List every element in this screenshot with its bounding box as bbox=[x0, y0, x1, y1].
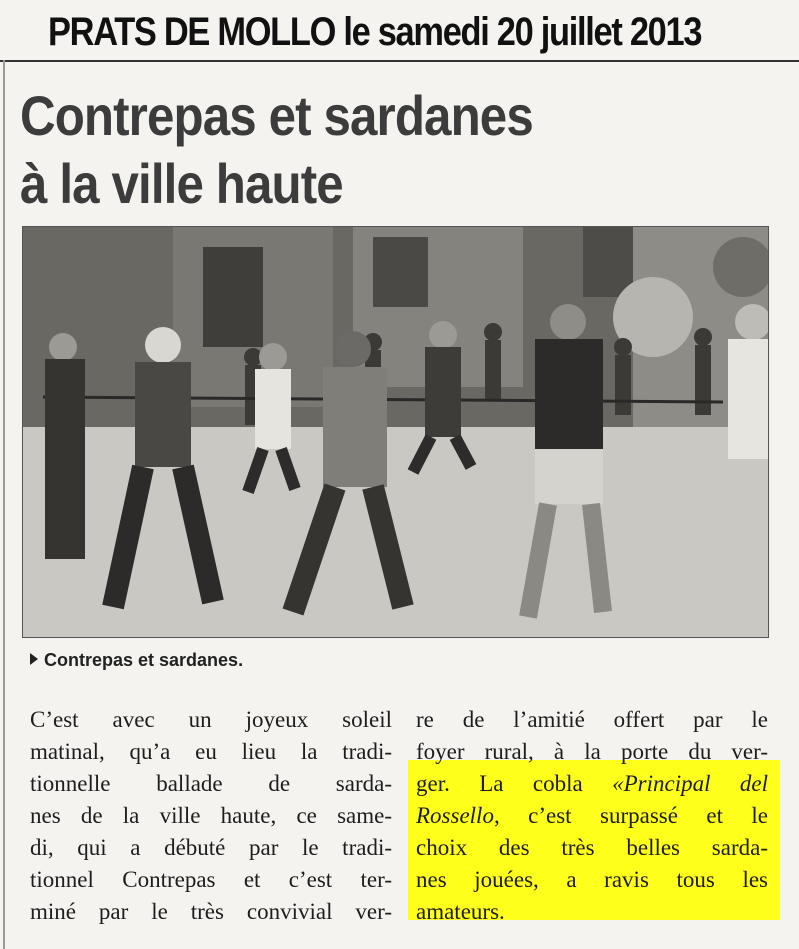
body-line: C’est avec un joyeux soleil bbox=[30, 707, 392, 732]
body-line: tionnel Contrepas et c’est ter- bbox=[30, 867, 392, 892]
show-through-heading bbox=[300, 640, 799, 700]
body-line: miné par le très convivial ver- bbox=[30, 899, 392, 924]
article-headline bbox=[20, 82, 539, 218]
body-line: re de l’amitié offert par le bbox=[416, 707, 768, 732]
article-photo bbox=[22, 226, 769, 638]
body-line: matinal, qu’a eu lieu la tradi- bbox=[30, 739, 392, 764]
text-fragment: , c’est surpassé et le bbox=[493, 803, 768, 828]
page-header: PRATS DE MOLLO le samedi 20 juillet 2013 bbox=[48, 10, 702, 54]
highlighted-line: choix des très belles sarda- bbox=[416, 835, 768, 860]
body-line: tionnelle ballade de sarda- bbox=[30, 771, 392, 796]
header-rule bbox=[0, 60, 799, 62]
photo-caption bbox=[30, 650, 243, 671]
article-column-2 bbox=[416, 704, 768, 928]
caption-text: Contrepas et sardanes. bbox=[44, 650, 244, 670]
highlighted-line bbox=[416, 800, 768, 832]
highlighted-line: nes jouées, a ravis tous les bbox=[416, 867, 768, 892]
show-through-text bbox=[600, 64, 799, 224]
article-column-1 bbox=[30, 704, 392, 928]
headline-line-1: Contrepas et sardanes bbox=[20, 84, 533, 147]
body-line: nes de la ville haute, ce same- bbox=[30, 803, 392, 828]
caption-arrow-icon bbox=[30, 653, 38, 665]
text-fragment: ger. La cobla bbox=[416, 771, 613, 796]
column-rule bbox=[3, 60, 5, 949]
body-line: di, qui a débuté par le tradi- bbox=[30, 835, 392, 860]
dancers-photo-illustration bbox=[23, 227, 768, 637]
italic-fragment: Rossello bbox=[416, 803, 494, 828]
body-line: foyer rural, à la porte du ver- bbox=[416, 739, 768, 764]
headline-line-2: à la ville haute bbox=[20, 152, 343, 215]
italic-fragment: «Principal del bbox=[612, 771, 768, 796]
highlighted-line bbox=[416, 768, 768, 800]
highlighted-line: amateurs. bbox=[416, 899, 505, 924]
